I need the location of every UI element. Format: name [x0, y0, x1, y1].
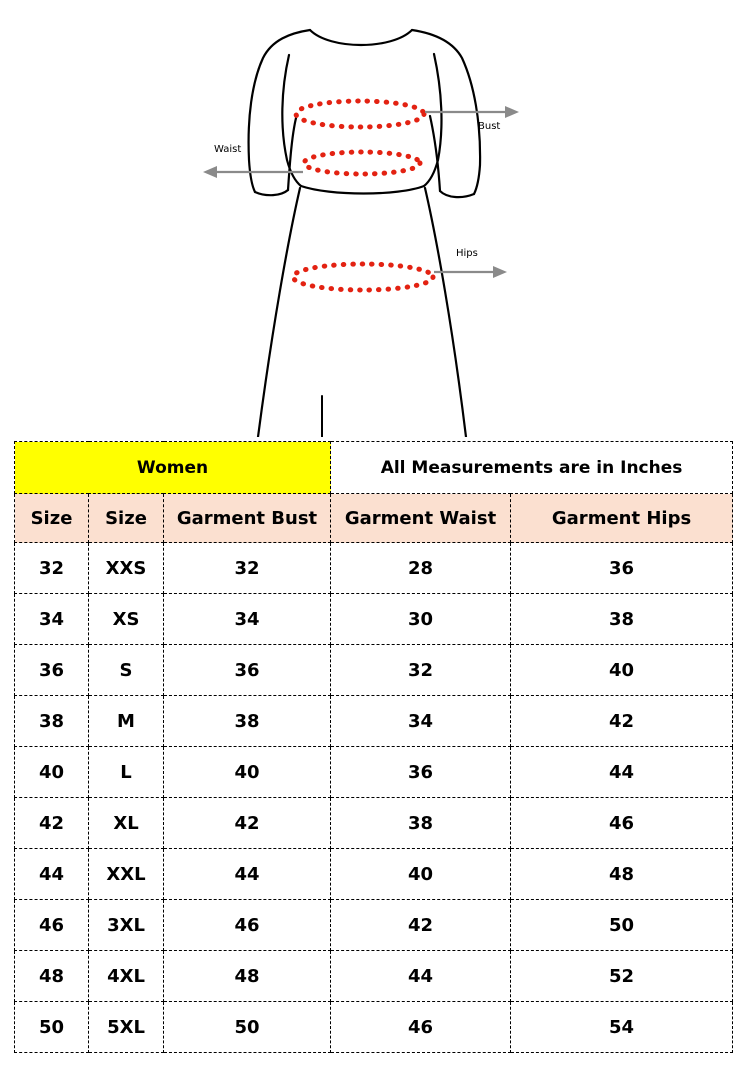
cell-size-letter: L: [89, 747, 164, 798]
hips-arrow-head: [493, 266, 507, 278]
neckline-path: [310, 30, 412, 45]
waist-arrow-head: [203, 166, 217, 178]
cell-size-letter: XXS: [89, 543, 164, 594]
cell-bust: 32: [164, 543, 331, 594]
size-chart-table: [14, 441, 733, 1053]
table-row: [15, 696, 733, 747]
cell-hips: 44: [511, 747, 733, 798]
cell-size-letter: M: [89, 696, 164, 747]
table-row: [15, 798, 733, 849]
cell-hips: 40: [511, 645, 733, 696]
table-row: [15, 900, 733, 951]
title-women-cell: Women: [15, 442, 331, 494]
cell-bust: 50: [164, 1002, 331, 1053]
cell-size-numeric: 34: [15, 594, 89, 645]
cell-size-numeric: 48: [15, 951, 89, 1002]
cell-hips: 48: [511, 849, 733, 900]
cell-hips: 38: [511, 594, 733, 645]
cell-waist: 36: [331, 747, 511, 798]
table-row: [15, 951, 733, 1002]
cell-hips: 52: [511, 951, 733, 1002]
table-row: [15, 645, 733, 696]
cell-bust: 40: [164, 747, 331, 798]
cell-hips: 54: [511, 1002, 733, 1053]
title-measurements-cell: All Measurements are in Inches: [331, 442, 733, 494]
cell-size-numeric: 36: [15, 645, 89, 696]
cell-waist: 44: [331, 951, 511, 1002]
bust-label: Bust: [478, 121, 501, 132]
cell-waist: 28: [331, 543, 511, 594]
waist-measure-ellipse: [304, 152, 420, 174]
header-cell-garment-bust: Garment Bust: [164, 494, 331, 543]
cell-waist: 40: [331, 849, 511, 900]
cell-size-letter: XS: [89, 594, 164, 645]
size-chart-body: [15, 442, 733, 1053]
cell-size-numeric: 44: [15, 849, 89, 900]
cell-size-letter: 4XL: [89, 951, 164, 1002]
table-row: [15, 594, 733, 645]
cell-bust: 34: [164, 594, 331, 645]
cell-bust: 38: [164, 696, 331, 747]
cell-bust: 48: [164, 951, 331, 1002]
cell-waist: 34: [331, 696, 511, 747]
cell-bust: 42: [164, 798, 331, 849]
header-cell-size-letter: Size: [89, 494, 164, 543]
table-row: [15, 1002, 733, 1053]
hips-label: Hips: [456, 248, 478, 259]
cell-hips: 42: [511, 696, 733, 747]
cell-size-letter: S: [89, 645, 164, 696]
cell-bust: 44: [164, 849, 331, 900]
dress-figure-svg: [0, 0, 746, 437]
header-cell-size-numeric: Size: [15, 494, 89, 543]
dress-measurement-illustration: [0, 0, 746, 437]
header-cell-garment-waist: Garment Waist: [331, 494, 511, 543]
table-row: [15, 849, 733, 900]
cell-size-letter: XXL: [89, 849, 164, 900]
cell-size-numeric: 50: [15, 1002, 89, 1053]
bust-measure-ellipse: [296, 101, 424, 127]
cell-waist: 42: [331, 900, 511, 951]
cell-waist: 46: [331, 1002, 511, 1053]
cell-size-numeric: 32: [15, 543, 89, 594]
size-chart-table-wrap: [14, 441, 732, 1053]
cell-hips: 36: [511, 543, 733, 594]
bust-arrow-head: [505, 106, 519, 118]
cell-bust: 46: [164, 900, 331, 951]
cell-size-letter: 5XL: [89, 1002, 164, 1053]
cell-size-letter: 3XL: [89, 900, 164, 951]
cell-size-numeric: 46: [15, 900, 89, 951]
title-row: [15, 442, 733, 494]
header-cell-garment-hips: Garment Hips: [511, 494, 733, 543]
cell-size-letter: XL: [89, 798, 164, 849]
hips-measure-ellipse: [293, 264, 433, 290]
cell-size-numeric: 42: [15, 798, 89, 849]
cell-size-numeric: 40: [15, 747, 89, 798]
header-row: [15, 494, 733, 543]
table-row: [15, 747, 733, 798]
cell-bust: 36: [164, 645, 331, 696]
cell-waist: 30: [331, 594, 511, 645]
cell-size-numeric: 38: [15, 696, 89, 747]
cell-waist: 38: [331, 798, 511, 849]
table-row: [15, 543, 733, 594]
cell-hips: 46: [511, 798, 733, 849]
cell-waist: 32: [331, 645, 511, 696]
cell-hips: 50: [511, 900, 733, 951]
waist-label: Waist: [214, 144, 242, 155]
